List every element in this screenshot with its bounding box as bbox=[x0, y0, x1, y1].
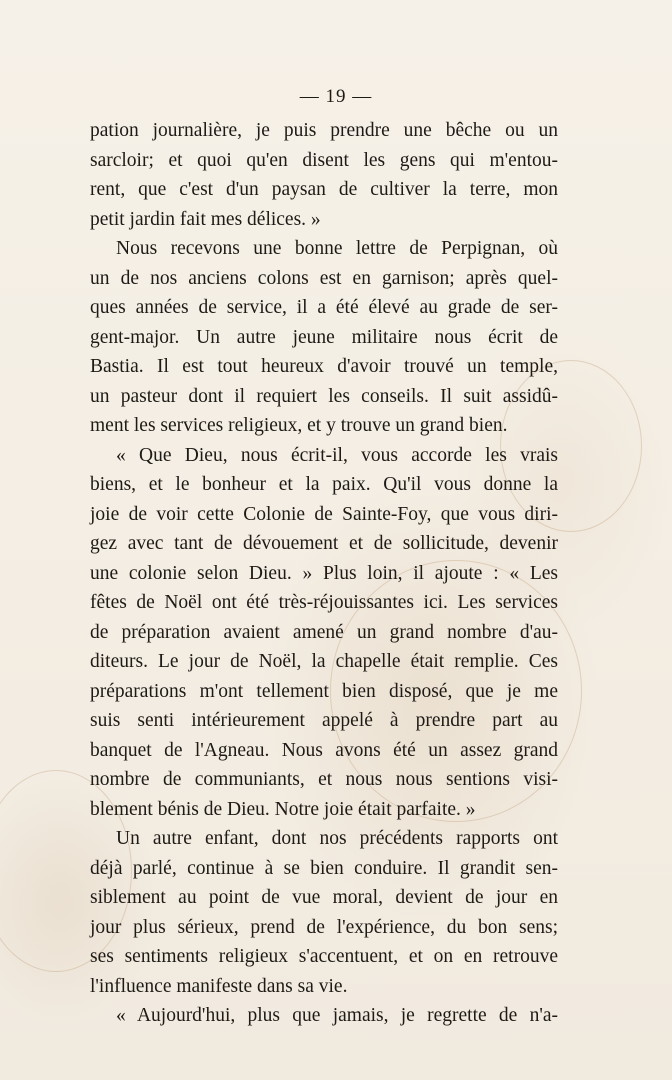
text-line: biens, et le bonheur et la paix. Qu'il vous donne la bbox=[90, 474, 558, 495]
text-line: gez avec tant de dévouement et de sollicitude, devenir bbox=[90, 533, 558, 554]
text-line: jour plus sérieux, prend de l'expérience, du bon sens; bbox=[90, 916, 558, 938]
text-line: ment les services religieux, et y trouve un grand bien. bbox=[90, 415, 508, 436]
text-line: joie de voir cette Colonie de Sainte-Foy, que vous diri- bbox=[90, 503, 558, 525]
text-line: de préparation avaient amené un grand nombre d'au- bbox=[90, 621, 558, 643]
text-line: un pasteur dont il requiert les conseils. Il suit assidû- bbox=[90, 385, 558, 407]
text-line: préparations m'ont tellement bien disposé, que je me bbox=[90, 680, 558, 702]
text-line: rent, que c'est d'un paysan de cultiver la terre, mon bbox=[90, 179, 558, 200]
text-line: petit jardin fait mes délices. » bbox=[90, 208, 321, 230]
text-line: fêtes de Noël ont été très-réjouissantes ici. Les services bbox=[90, 592, 558, 613]
text-line: Un autre enfant, dont nos précédents rapports ont bbox=[116, 828, 558, 849]
text-line: déjà parlé, continue à se bien conduire. Il grandit sen- bbox=[90, 857, 558, 879]
text-line: ques années de service, il a été élevé au grade de ser- bbox=[90, 297, 558, 318]
text-line: Bastia. Il est tout heureux d'avoir trouvé un temple, bbox=[90, 356, 558, 377]
text-line: ses sentiments religieux s'accentuent, et on en retrouve bbox=[90, 946, 558, 967]
text-line: banquet de l'Agneau. Nous avons été un assez grand bbox=[90, 739, 558, 761]
text-line: diteurs. Le jour de Noël, la chapelle était remplie. Ces bbox=[90, 651, 558, 672]
text-line: une colonie selon Dieu. » Plus loin, il ajoute : « Les bbox=[90, 562, 558, 584]
text-line: blement bénis de Dieu. Notre joie était parfaite. » bbox=[90, 798, 476, 820]
text-line: « Que Dieu, nous écrit-il, vous accorde les vrais bbox=[116, 444, 558, 466]
text-line: nombre de communiants, et nous nous sentions visi- bbox=[90, 769, 558, 790]
text-line: sarcloir; et quoi qu'en disent les gens qui m'entou- bbox=[90, 149, 558, 171]
text-line: gent-major. Un autre jeune militaire nous écrit de bbox=[90, 326, 558, 348]
text-line: suis senti intérieurement appelé à prendre part au bbox=[90, 710, 558, 731]
text-line: Nous recevons une bonne lettre de Perpignan, où bbox=[116, 238, 558, 259]
text-line: un de nos anciens colons est en garnison; après quel- bbox=[90, 267, 558, 289]
text-line: « Aujourd'hui, plus que jamais, je regrette de n'a- bbox=[116, 1005, 558, 1026]
text-line: pation journalière, je puis prendre une bêche ou un bbox=[90, 120, 558, 141]
page-number: — 19 — bbox=[299, 86, 373, 107]
text-line: siblement au point de vue moral, devient de jour en bbox=[90, 887, 558, 908]
text-line: l'influence manifeste dans sa vie. bbox=[90, 975, 348, 997]
body-text bbox=[90, 116, 558, 1031]
